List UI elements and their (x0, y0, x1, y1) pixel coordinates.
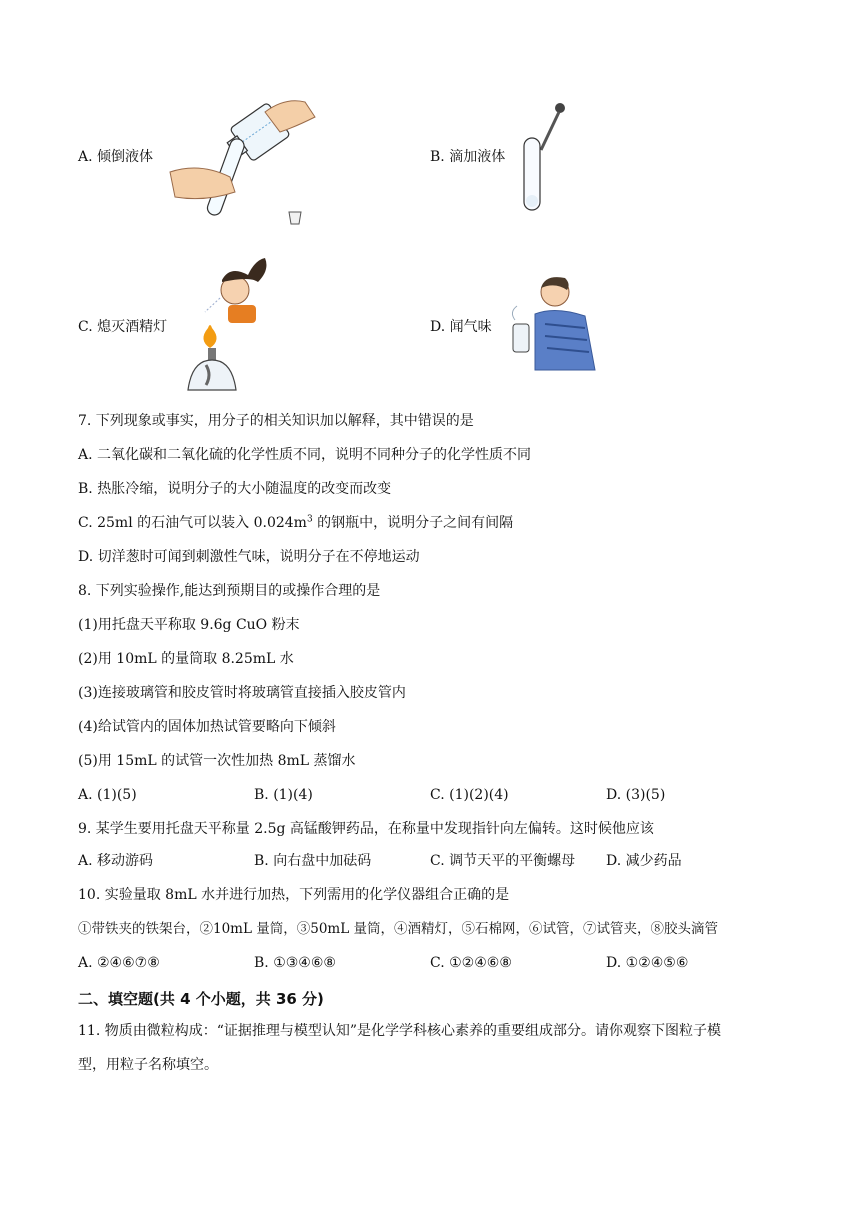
q6-option-b: B. 滴加液体 (430, 149, 506, 165)
q7-option-c-superscript: 3 (306, 514, 313, 525)
section-heading: 二、填空题(共 4 个小题，共 36 分) (78, 990, 324, 1008)
q8-item-2: (2)用 10mL 的量筒取 8.25mL 水 (78, 651, 294, 667)
dropping-liquid-illustration (515, 100, 575, 220)
q7-option-b: B. 热胀冷缩，说明分子的大小随温度的改变而改变 (78, 481, 392, 497)
q8-option-a: A. (1)(5) (78, 787, 137, 803)
q7-option-d: D. 切洋葱时可闻到刺激性气味，说明分子在不停地运动 (78, 549, 420, 565)
q7-stem: 7. 下列现象或事实，用分子的相关知识加以解释，其中错误的是 (78, 413, 474, 429)
q8-item-3: (3)连接玻璃管和胶皮管时将玻璃管直接插入胶皮管内 (78, 685, 406, 701)
q10-option-d: D. ①②④⑤⑥ (606, 955, 689, 971)
q7-option-a: A. 二氧化碳和二氧化硫的化学性质不同，说明不同种分子的化学性质不同 (78, 447, 532, 463)
q10-option-b: B. ①③④⑥⑧ (254, 955, 336, 971)
q6-option-d: D. 闻气味 (430, 319, 492, 335)
q9-option-c: C. 调节天平的平衡螺母 (430, 853, 576, 869)
q6-option-a: A. 倾倒液体 (78, 149, 154, 165)
q10-option-a: A. ②④⑥⑦⑧ (78, 955, 160, 971)
q9-option-d: D. 减少药品 (606, 853, 682, 869)
q10-instrument-list: ①带铁夹的铁架台，②10mL 量筒，③50mL 量筒，④酒精灯，⑤石棉网，⑥试管，⑦试管夹，⑧胶头滴管 (78, 921, 718, 937)
q11-text-line-2: 型，用粒子名称填空。 (78, 1057, 218, 1073)
q8-item-4: (4)给试管内的固体加热试管要略向下倾斜 (78, 719, 336, 735)
q9-option-b: B. 向右盘中加砝码 (254, 853, 372, 869)
q8-option-d: D. (3)(5) (606, 787, 666, 803)
q7-option-c (78, 514, 513, 532)
q11-text-line-1: 11. 物质由微粒构成：“证据推理与模型认知”是化学学科核心素养的重要组成部分。请你观察下图粒子模 (78, 1023, 722, 1039)
q8-item-5: (5)用 15mL 的试管一次性加热 8mL 蒸馏水 (78, 753, 356, 769)
q9-stem: 9. 某学生要用托盘天平称量 2.5g 高锰酸钾药品，在称量中发现指针向左偏转。这时候他应该 (78, 821, 654, 837)
smelling-gas-illustration (505, 272, 605, 372)
q8-option-c: C. (1)(2)(4) (430, 787, 509, 803)
q9-option-a: A. 移动游码 (78, 853, 154, 869)
q8-option-b: B. (1)(4) (254, 787, 313, 803)
q8-stem: 8. 下列实验操作,能达到预期目的或操作合理的是 (78, 583, 381, 599)
pouring-liquid-illustration (165, 92, 325, 232)
q7-option-c-text: C. 25ml 的石油气可以装入 0.024m (78, 515, 307, 531)
q8-item-1: (1)用托盘天平称取 9.6g CuO 粉末 (78, 617, 300, 633)
q6-option-c: C. 熄灭酒精灯 (78, 319, 168, 335)
q10-stem: 10. 实验量取 8mL 水并进行加热，下列需用的化学仪器组合正确的是 (78, 887, 510, 903)
blowing-out-lamp-illustration (180, 250, 290, 400)
q10-option-c: C. ①②④⑥⑧ (430, 955, 512, 971)
q7-option-c-text-end: 的钢瓶中，说明分子之间有间隔 (312, 515, 514, 531)
